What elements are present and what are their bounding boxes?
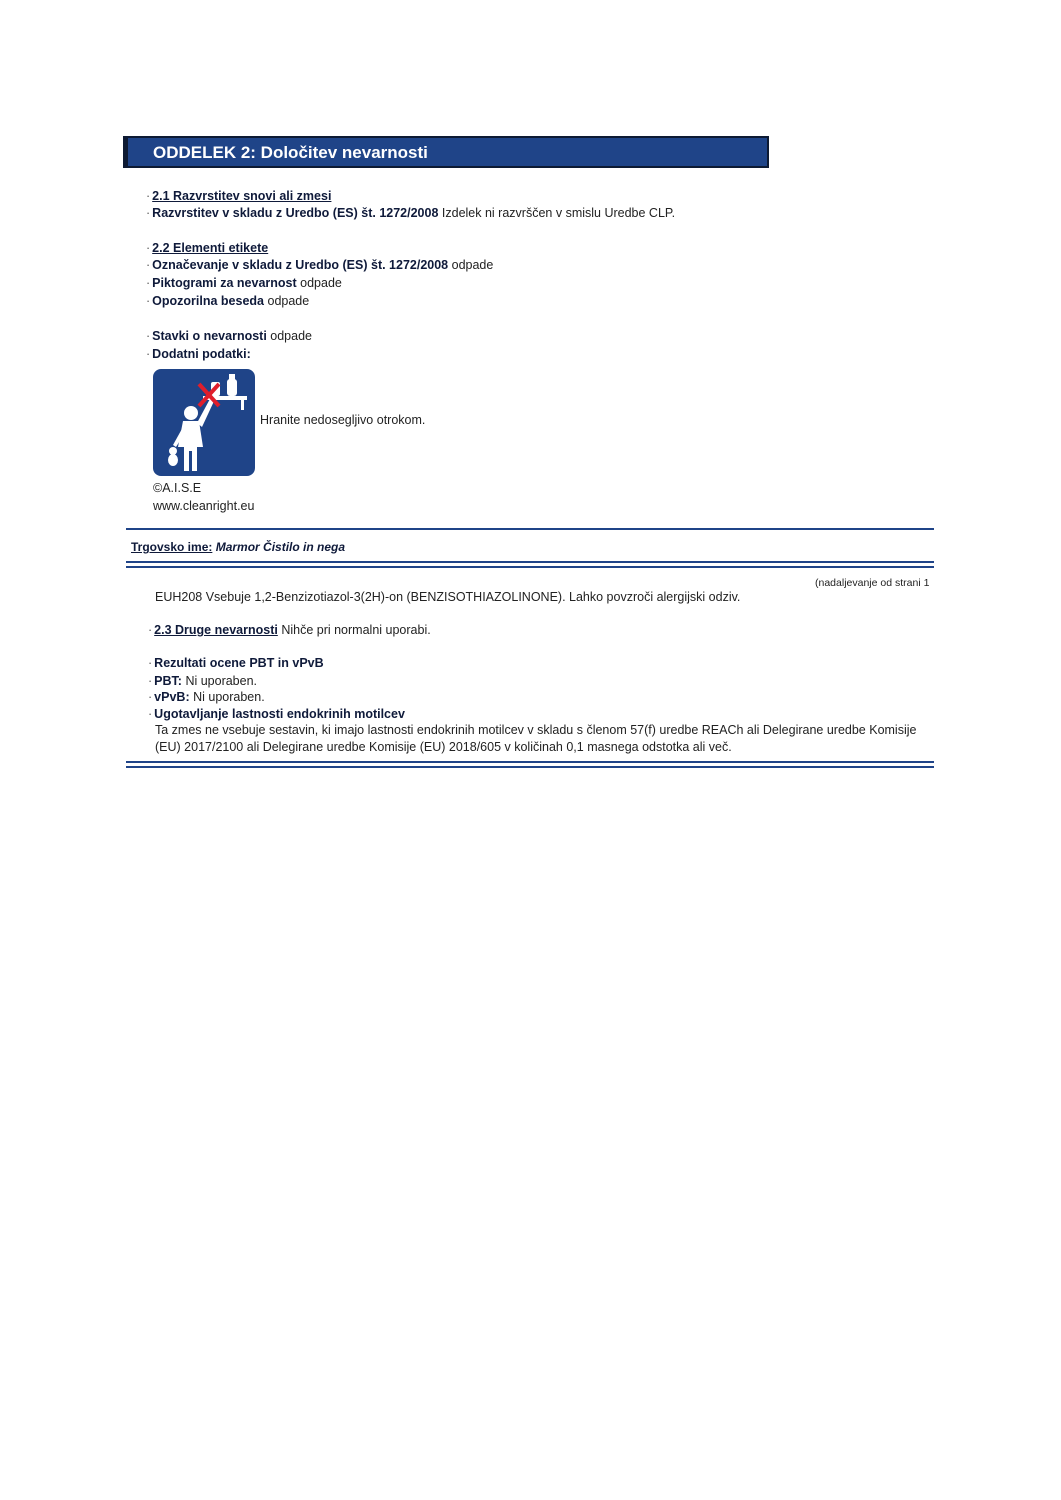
pictograms-line: · Piktogrami za nevarnost odpade bbox=[146, 276, 342, 290]
keep-out-of-reach-of-children-icon bbox=[153, 369, 255, 476]
euh208-text: EUH208 Vsebuje 1,2-Benzizotiazol-3(2H)-on (BENZISOTHIAZOLINONE). Lahko povzroči alergijski odziv. bbox=[155, 590, 741, 604]
trade-name-line bbox=[131, 540, 345, 555]
endocrine-text-2: (EU) 2017/2100 ali Delegirane uredbe Komisije (EU) 2018/605 v količinah 0,1 masnega odstotka ali več. bbox=[155, 740, 732, 754]
s22-heading-line: · 2.2 Elementi etikete bbox=[146, 241, 269, 255]
section-title-banner bbox=[126, 136, 769, 168]
endocrine-text-1: Ta zmes ne vsebuje sestavin, ki imajo lastnosti endokrinih motilcev v skladu s členom 57(f) uredbe REACh ali Delegirane uredbe Komisije bbox=[155, 723, 917, 737]
s21-heading-line: · 2.1 Razvrstitev snovi ali zmesi bbox=[146, 189, 332, 203]
pbt-heading-line: · Rezultati ocene PBT in vPvB bbox=[148, 656, 324, 670]
s22-heading: 2.2 Elementi etikete bbox=[152, 241, 269, 255]
trade-name-value: Marmor Čistilo in nega bbox=[215, 540, 346, 554]
labelling-line: · Označevanje v skladu z Uredbo (ES) št. 1272/2008 odpade bbox=[146, 258, 494, 272]
pbt-line: · PBT: Ni uporaben. bbox=[148, 674, 258, 688]
divider-bottom-1 bbox=[126, 761, 934, 763]
divider-bottom-2 bbox=[126, 766, 934, 768]
divider-double-1 bbox=[126, 561, 934, 563]
section-title: ODDELEK 2: Določitev nevarnosti bbox=[153, 143, 428, 162]
s21-heading: 2.1 Razvrstitev snovi ali zmesi bbox=[152, 189, 332, 203]
hazard-statements-line: · Stavki o nevarnosti odpade bbox=[146, 329, 312, 343]
divider-double-2 bbox=[126, 566, 934, 568]
divider-top bbox=[126, 528, 934, 530]
continuation-note: (nadaljevanje od strani 1 bbox=[815, 577, 930, 589]
trade-name-label: Trgovsko ime: bbox=[131, 540, 213, 554]
copyright-text: ©A.I.S.E bbox=[153, 481, 202, 495]
signal-word-line: · Opozorilna beseda odpade bbox=[146, 294, 310, 308]
s21-classification-line: · Razvrstitev v skladu z Uredbo (ES) št. 1272/2008 Izdelek ni razvrščen v smislu Uredbe CLP. bbox=[146, 206, 676, 220]
website-text: www.cleanright.eu bbox=[153, 499, 255, 513]
s23-heading: 2.3 Druge nevarnosti bbox=[154, 623, 278, 637]
pictogram-caption: Hranite nedosegljivo otrokom. bbox=[260, 413, 426, 427]
additional-info-line: · Dodatni podatki: bbox=[146, 347, 251, 361]
vpvb-line: · vPvB: Ni uporaben. bbox=[148, 690, 265, 704]
s23-line: · 2.3 Druge nevarnosti Nihče pri normalni uporabi. bbox=[148, 623, 431, 637]
endocrine-heading-line: · Ugotavljanje lastnosti endokrinih motilcev bbox=[148, 707, 405, 721]
